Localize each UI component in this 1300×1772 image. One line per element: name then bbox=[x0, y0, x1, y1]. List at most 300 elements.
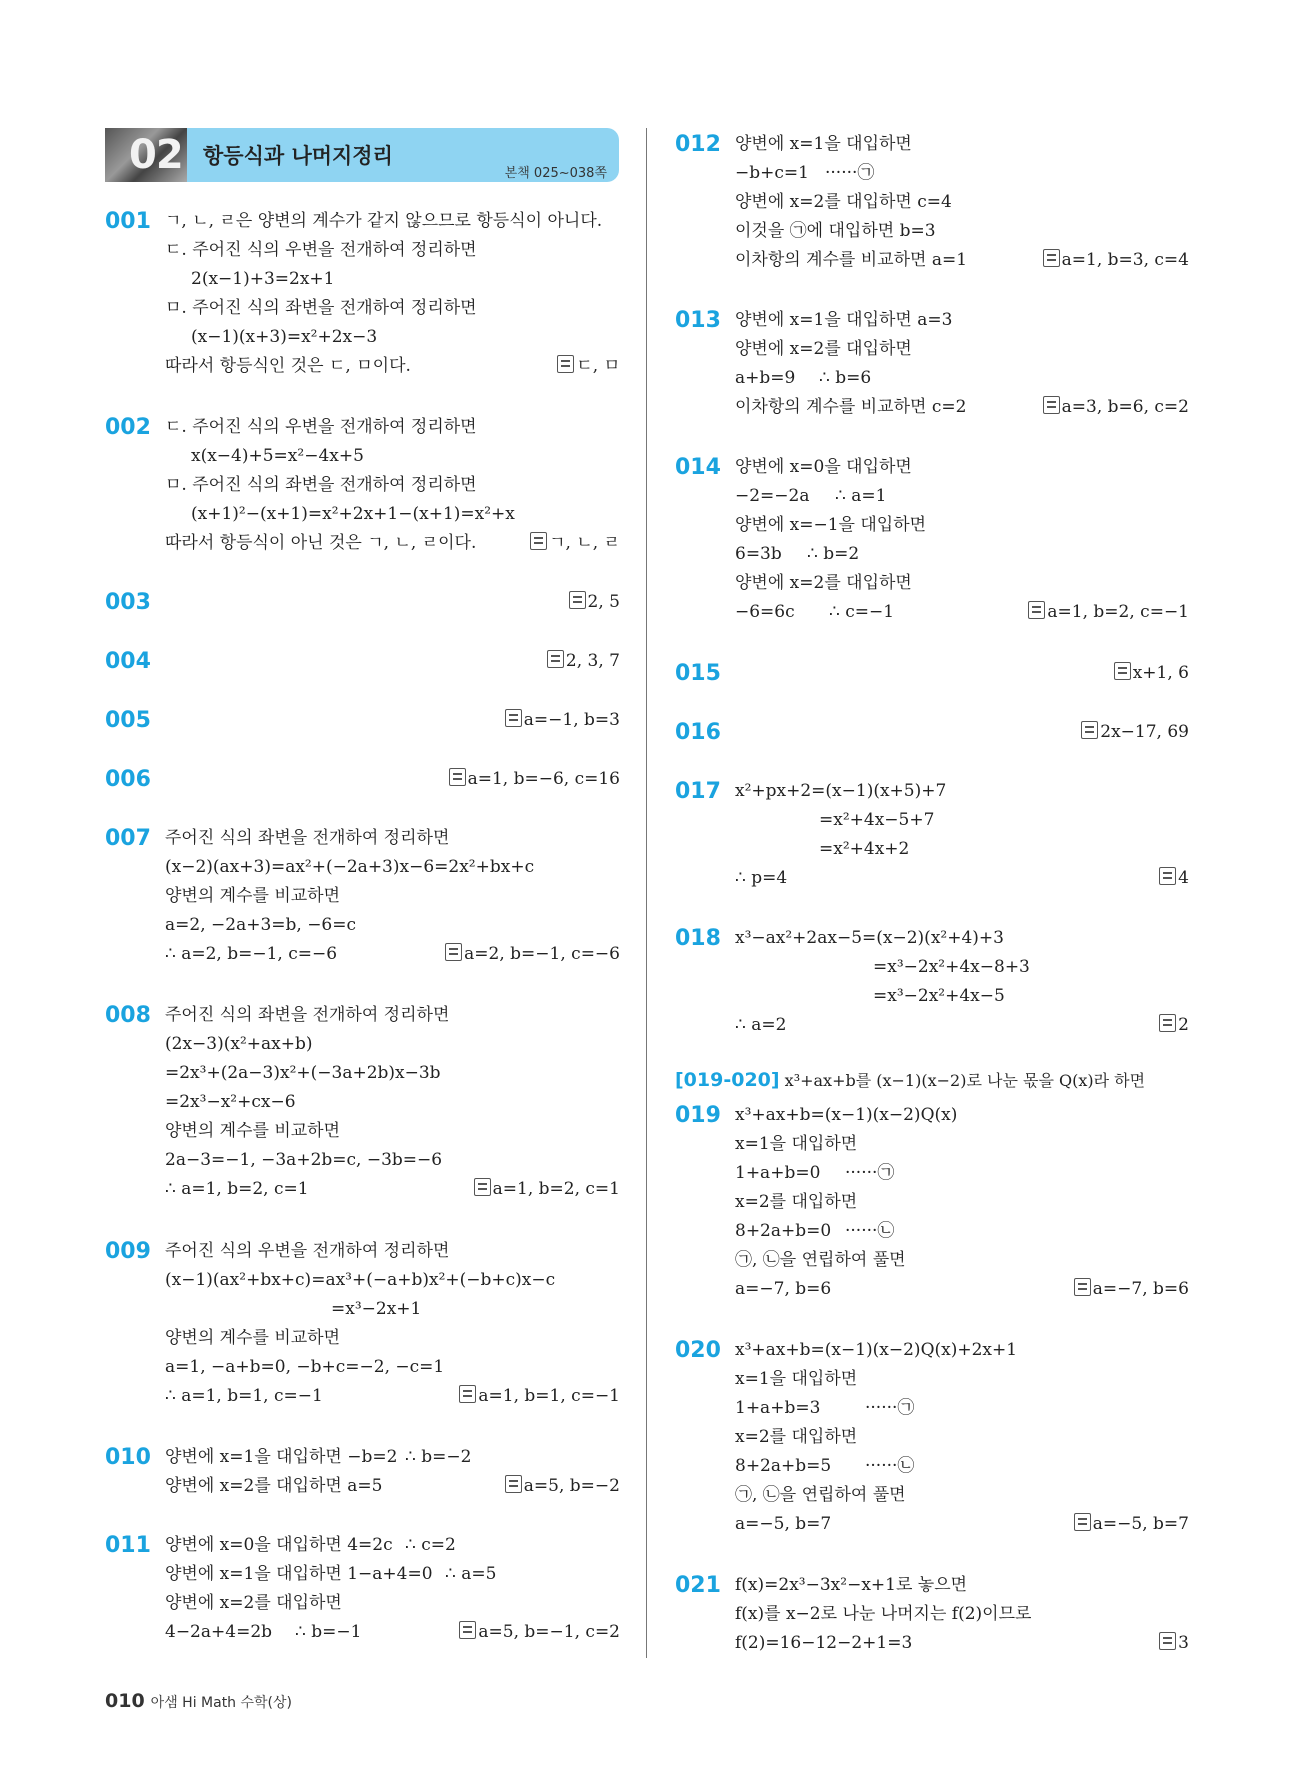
line-text: 양변에 x=2를 대입하면 bbox=[735, 573, 912, 593]
problem-body bbox=[165, 207, 620, 381]
solution-line bbox=[165, 471, 620, 500]
therefore-note: ······㉡ bbox=[845, 1221, 895, 1241]
problem-body bbox=[165, 765, 620, 794]
solution-line bbox=[735, 777, 1189, 806]
group-heading bbox=[675, 1068, 1189, 1097]
section-header bbox=[105, 128, 619, 182]
line-text: =x³−2x+1 bbox=[331, 1299, 422, 1319]
problem-body bbox=[735, 659, 1189, 688]
answer-text: a=1, b=2, c=1 bbox=[492, 1179, 620, 1199]
solution-line bbox=[165, 1175, 620, 1204]
line-text: 1+a+b=3 bbox=[735, 1398, 821, 1418]
solution-line bbox=[735, 924, 1189, 953]
solution-line bbox=[735, 1101, 1189, 1130]
line-text: =x²+4x+2 bbox=[819, 839, 910, 859]
answer bbox=[449, 765, 620, 794]
line-text: x³−ax²+2ax−5=(x−2)(x²+4)+3 bbox=[735, 928, 1004, 948]
answer-text: 2, 3, 7 bbox=[565, 651, 620, 671]
solution-line bbox=[735, 1365, 1189, 1394]
solution-line bbox=[735, 393, 1189, 422]
therefore-note: ······㉠ bbox=[825, 163, 875, 183]
solution-line bbox=[735, 1571, 1189, 1600]
problem bbox=[675, 453, 1189, 627]
solution-line bbox=[165, 265, 620, 294]
line-text: =2x³+(2a−3)x²+(−3a+2b)x−3b bbox=[165, 1063, 441, 1083]
line-text: 6=3b bbox=[735, 544, 782, 564]
solution-line bbox=[735, 659, 1189, 688]
problem bbox=[675, 1336, 1189, 1539]
solution-line bbox=[735, 718, 1189, 747]
line-text: 양변에 x=1을 대입하면 bbox=[735, 134, 912, 154]
line-text: 양변에 x=2를 대입하면 bbox=[165, 1593, 342, 1613]
solution-line bbox=[165, 1146, 620, 1175]
line-text: f(x)를 x−2로 나눈 나머지는 f(2)이므로 bbox=[735, 1604, 1032, 1624]
problem bbox=[105, 647, 620, 676]
line-text: 양변에 x=−1을 대입하면 bbox=[735, 515, 927, 535]
answer bbox=[505, 1472, 620, 1501]
line-text: ㄱ, ㄴ, ㄹ은 양변의 계수가 같지 않으므로 항등식이 아니다. bbox=[165, 211, 603, 231]
line-text: x=2를 대입하면 bbox=[735, 1192, 858, 1212]
line-text: ㉠, ㉡을 연립하여 풀면 bbox=[735, 1485, 906, 1505]
solution-line bbox=[735, 130, 1189, 159]
solution-line bbox=[735, 1629, 1189, 1658]
problem-number: 006 bbox=[105, 767, 151, 792]
answer-text: ㄱ, ㄴ, ㄹ bbox=[549, 533, 620, 553]
answer-text: ㄷ, ㅁ bbox=[576, 356, 620, 376]
line-text: a=−5, b=7 bbox=[735, 1514, 832, 1534]
line-text: x³+ax+b=(x−1)(x−2)Q(x) bbox=[735, 1105, 958, 1125]
solution-line bbox=[165, 1618, 620, 1647]
solution-line bbox=[735, 982, 1189, 1011]
line-text: ㅁ. 주어진 식의 좌변을 전개하여 정리하면 bbox=[165, 475, 477, 495]
solution-line bbox=[735, 569, 1189, 598]
solution-line bbox=[165, 1382, 620, 1411]
problem-body bbox=[735, 1336, 1189, 1539]
solution-line bbox=[735, 1159, 1189, 1188]
problem bbox=[105, 824, 620, 969]
answer-icon bbox=[1043, 249, 1060, 267]
line-text: a=1, −a+b=0, −b+c=−2, −c=1 bbox=[165, 1357, 445, 1377]
answer-text: a=5, b=−1, c=2 bbox=[478, 1622, 620, 1642]
line-text: =x³−2x²+4x−5 bbox=[873, 986, 1005, 1006]
line-text: (x−2)(ax+3)=ax²+(−2a+3)x−6=2x²+bx+c bbox=[165, 857, 535, 877]
answer-text: 3 bbox=[1178, 1633, 1189, 1653]
solution-line bbox=[735, 217, 1189, 246]
therefore-note: ∴ a=5 bbox=[445, 1564, 497, 1584]
answer-text: a=2, b=−1, c=−6 bbox=[464, 944, 620, 964]
answer-icon bbox=[547, 650, 564, 668]
answer bbox=[557, 352, 620, 381]
answer bbox=[1074, 1275, 1189, 1304]
solution-line bbox=[735, 1130, 1189, 1159]
answer-text: 2x−17, 69 bbox=[1100, 722, 1189, 742]
solution-line bbox=[165, 1560, 620, 1589]
line-text: x=2를 대입하면 bbox=[735, 1427, 858, 1447]
line-text: x³+ax+b=(x−1)(x−2)Q(x)+2x+1 bbox=[735, 1340, 1018, 1360]
problem bbox=[105, 588, 620, 617]
problem-body bbox=[165, 706, 620, 735]
line-text: 주어진 식의 우변을 전개하여 정리하면 bbox=[165, 1241, 450, 1261]
solution-line bbox=[165, 824, 620, 853]
problem-number: 004 bbox=[105, 649, 151, 674]
problem bbox=[675, 306, 1189, 422]
answer-icon bbox=[1159, 1014, 1176, 1032]
solution-line bbox=[735, 806, 1189, 835]
line-text: f(x)=2x³−3x²−x+1로 놓으면 bbox=[735, 1575, 968, 1595]
therefore-note: ∴ c=2 bbox=[405, 1535, 456, 1555]
problem bbox=[105, 765, 620, 794]
solution-line bbox=[165, 1117, 620, 1146]
problem bbox=[105, 1001, 620, 1204]
line-text: 양변의 계수를 비교하면 bbox=[165, 1328, 341, 1348]
line-text: 양변의 계수를 비교하면 bbox=[165, 886, 341, 906]
line-text: 1+a+b=0 bbox=[735, 1163, 821, 1183]
line-text: a+b=9 bbox=[735, 368, 796, 388]
problem bbox=[675, 718, 1189, 747]
solution-line bbox=[165, 323, 620, 352]
line-text: 2(x−1)+3=2x+1 bbox=[191, 269, 335, 289]
therefore-note: ······㉡ bbox=[865, 1456, 915, 1476]
solution-line bbox=[165, 1531, 620, 1560]
answer-icon bbox=[505, 1475, 522, 1493]
solution-line bbox=[735, 835, 1189, 864]
answer-icon bbox=[445, 943, 462, 961]
line-text: 양변의 계수를 비교하면 bbox=[165, 1121, 341, 1141]
line-text: 양변에 x=0을 대입하면 bbox=[735, 457, 912, 477]
solution-line bbox=[735, 188, 1189, 217]
therefore-note: ∴ c=−1 bbox=[829, 602, 895, 622]
problem-number: 012 bbox=[675, 132, 721, 157]
problem bbox=[675, 1571, 1189, 1658]
answer-icon bbox=[1081, 721, 1098, 739]
solution-line bbox=[165, 911, 620, 940]
answer-icon bbox=[1159, 867, 1176, 885]
answer-icon bbox=[505, 709, 522, 727]
solution-line bbox=[735, 1452, 1189, 1481]
solution-line bbox=[735, 1188, 1189, 1217]
solution-line bbox=[735, 364, 1189, 393]
solution-line bbox=[735, 1394, 1189, 1423]
problem bbox=[105, 1237, 620, 1411]
line-text: ∴ a=1, b=1, c=−1 bbox=[165, 1386, 323, 1406]
answer bbox=[459, 1382, 620, 1411]
solution-line bbox=[165, 940, 620, 969]
problem-number: 013 bbox=[675, 308, 721, 333]
solution-line bbox=[165, 1324, 620, 1353]
problem-body bbox=[735, 924, 1189, 1040]
problem bbox=[105, 706, 620, 735]
answer-text: a=1, b=2, c=−1 bbox=[1047, 602, 1189, 622]
answer bbox=[1159, 1011, 1189, 1040]
page-footer bbox=[105, 1690, 292, 1712]
page-reference: 본책 025~038쪽 bbox=[504, 166, 607, 181]
solution-line bbox=[735, 1336, 1189, 1365]
line-text: x(x−4)+5=x²−4x+5 bbox=[191, 446, 364, 466]
solution-line bbox=[165, 1059, 620, 1088]
problem bbox=[675, 130, 1189, 275]
answer bbox=[474, 1175, 620, 1204]
answer bbox=[569, 588, 620, 617]
answer bbox=[1114, 659, 1189, 688]
line-text: =x³−2x²+4x−8+3 bbox=[873, 957, 1030, 977]
solution-line bbox=[165, 294, 620, 323]
line-text: 2a−3=−1, −3a+2b=c, −3b=−6 bbox=[165, 1150, 443, 1170]
problem bbox=[105, 207, 620, 381]
problem bbox=[105, 1443, 620, 1501]
therefore-note: ······㉠ bbox=[845, 1163, 895, 1183]
therefore-note: ∴ b=−1 bbox=[295, 1622, 362, 1642]
answer-text: a=−7, b=6 bbox=[1092, 1279, 1189, 1299]
problem-body bbox=[735, 777, 1189, 893]
answer-icon bbox=[1159, 1632, 1176, 1650]
line-text: f(2)=16−12−2+1=3 bbox=[735, 1633, 913, 1653]
solution-line bbox=[735, 1011, 1189, 1040]
line-text: a=2, −2a+3=b, −6=c bbox=[165, 915, 357, 935]
section-title: 항등식과 나머지정리 bbox=[203, 144, 393, 168]
line-text: (x+1)²−(x+1)=x²+2x+1−(x+1)=x²+x bbox=[191, 504, 515, 524]
problem-number: 019 bbox=[675, 1103, 721, 1128]
line-text: 4−2a+4=2b bbox=[165, 1622, 273, 1642]
line-text: 양변에 x=2를 대입하면 bbox=[735, 339, 912, 359]
problem-number: 018 bbox=[675, 926, 721, 951]
solution-line bbox=[735, 482, 1189, 511]
solution-line bbox=[165, 236, 620, 265]
answer bbox=[1074, 1510, 1189, 1539]
problem-number: 003 bbox=[105, 590, 151, 615]
answer-text: 2, 5 bbox=[587, 592, 620, 612]
answer-text: a=5, b=−2 bbox=[523, 1476, 620, 1496]
section-number: 02 bbox=[129, 132, 183, 178]
problem-body bbox=[735, 453, 1189, 627]
problem-number: 001 bbox=[105, 209, 151, 234]
answer bbox=[1028, 598, 1189, 627]
problem bbox=[105, 1531, 620, 1647]
line-text: −6=6c bbox=[735, 602, 795, 622]
problem-number: 016 bbox=[675, 720, 721, 745]
line-text: −2=−2a bbox=[735, 486, 810, 506]
solution-line bbox=[165, 1443, 620, 1472]
solution-line bbox=[735, 453, 1189, 482]
solution-line bbox=[165, 1472, 620, 1501]
problem-body bbox=[165, 413, 620, 558]
line-text: 이것을 ㉠에 대입하면 b=3 bbox=[735, 221, 936, 241]
problem-body bbox=[735, 306, 1189, 422]
solution-line bbox=[165, 882, 620, 911]
line-text: ㄷ. 주어진 식의 우변을 전개하여 정리하면 bbox=[165, 417, 477, 437]
solution-line bbox=[165, 1237, 620, 1266]
solution-line bbox=[165, 1295, 620, 1324]
solution-line bbox=[735, 1423, 1189, 1452]
line-text: −b+c=1 bbox=[735, 163, 809, 183]
answer bbox=[1043, 393, 1189, 422]
answer-icon bbox=[449, 768, 466, 786]
problem bbox=[675, 1068, 1189, 1097]
solution-line bbox=[165, 1266, 620, 1295]
solution-line bbox=[165, 529, 620, 558]
problem-body bbox=[165, 1443, 620, 1501]
problem-number: 007 bbox=[105, 826, 151, 851]
line-text: a=−7, b=6 bbox=[735, 1279, 832, 1299]
answer-text: a=1, b=−6, c=16 bbox=[467, 769, 620, 789]
answer-icon bbox=[459, 1385, 476, 1403]
line-text: ∴ p=4 bbox=[735, 868, 788, 888]
therefore-note: ∴ a=1 bbox=[835, 486, 887, 506]
answer-icon bbox=[569, 591, 586, 609]
answer bbox=[530, 529, 620, 558]
line-text: (x−1)(x+3)=x²+2x−3 bbox=[191, 327, 378, 347]
problem-number: 009 bbox=[105, 1239, 151, 1264]
problem-body bbox=[165, 588, 620, 617]
problem-number: 010 bbox=[105, 1445, 151, 1470]
solution-line bbox=[165, 588, 620, 617]
solution-line bbox=[165, 413, 620, 442]
line-text: 8+2a+b=5 bbox=[735, 1456, 832, 1476]
solution-line bbox=[165, 207, 620, 236]
line-text: x=1을 대입하면 bbox=[735, 1134, 858, 1154]
answer-text: a=1, b=1, c=−1 bbox=[478, 1386, 620, 1406]
line-text: =2x³−x²+cx−6 bbox=[165, 1092, 296, 1112]
solution-line bbox=[735, 335, 1189, 364]
answer bbox=[445, 940, 620, 969]
solution-line bbox=[735, 1275, 1189, 1304]
answer bbox=[547, 647, 620, 676]
answer bbox=[459, 1618, 620, 1647]
line-text: 따라서 항등식인 것은 ㄷ, ㅁ이다. bbox=[165, 356, 411, 376]
solution-line bbox=[735, 1217, 1189, 1246]
solution-line bbox=[165, 1030, 620, 1059]
line-text: 양변에 x=2를 대입하면 c=4 bbox=[735, 192, 952, 212]
solution-line bbox=[165, 352, 620, 381]
solution-line bbox=[165, 853, 620, 882]
line-text: 주어진 식의 좌변을 전개하여 정리하면 bbox=[165, 1005, 450, 1025]
answer-icon bbox=[557, 355, 574, 373]
line-text: ㉠, ㉡을 연립하여 풀면 bbox=[735, 1250, 906, 1270]
answer bbox=[1081, 718, 1189, 747]
line-text: =x²+4x−5+7 bbox=[819, 810, 935, 830]
solution-line bbox=[735, 159, 1189, 188]
line-text: 양변에 x=1을 대입하면 −b=2 bbox=[165, 1447, 398, 1467]
solution-line bbox=[735, 1246, 1189, 1275]
answer-text: a=1, b=3, c=4 bbox=[1061, 250, 1189, 270]
problem bbox=[675, 1101, 1189, 1304]
line-text: 이차항의 계수를 비교하면 a=1 bbox=[735, 250, 968, 270]
problem-body bbox=[165, 1531, 620, 1647]
solution-line bbox=[735, 1510, 1189, 1539]
problem-body bbox=[735, 1571, 1189, 1658]
therefore-note: ∴ b=6 bbox=[819, 368, 872, 388]
answer-text: a=−1, b=3 bbox=[523, 710, 620, 730]
solution-line bbox=[735, 864, 1189, 893]
therefore-note: ∴ b=2 bbox=[807, 544, 860, 564]
line-text: x²+px+2=(x−1)(x+5)+7 bbox=[735, 781, 947, 801]
line-text: 양변에 x=1을 대입하면 a=3 bbox=[735, 310, 953, 330]
answer-text: 4 bbox=[1178, 868, 1189, 888]
line-text: ∴ a=2, b=−1, c=−6 bbox=[165, 944, 338, 964]
problem-number: 002 bbox=[105, 415, 151, 440]
solution-line bbox=[735, 1481, 1189, 1510]
line-text: (x−1)(ax²+bx+c)=ax³+(−a+b)x²+(−b+c)x−c bbox=[165, 1270, 556, 1290]
group-label: [019-020] bbox=[675, 1069, 780, 1091]
answer bbox=[1159, 1629, 1189, 1658]
problem-number: 014 bbox=[675, 455, 721, 480]
solution-line bbox=[165, 1589, 620, 1618]
group-text: x³+ax+b를 (x−1)(x−2)로 나눈 몫을 Q(x)라 하면 bbox=[779, 1071, 1146, 1090]
answer bbox=[1159, 864, 1189, 893]
problem-number: 021 bbox=[675, 1573, 721, 1598]
problem bbox=[675, 777, 1189, 893]
therefore-note: ∴ b=−2 bbox=[405, 1447, 472, 1467]
line-text: ∴ a=2 bbox=[735, 1015, 787, 1035]
solution-line bbox=[165, 765, 620, 794]
problem bbox=[675, 924, 1189, 1040]
line-text: (2x−3)(x²+ax+b) bbox=[165, 1034, 313, 1054]
solution-line bbox=[165, 500, 620, 529]
answer-icon bbox=[1028, 601, 1045, 619]
answer-text: x+1, 6 bbox=[1132, 663, 1189, 683]
problem bbox=[105, 413, 620, 558]
problem-number: 015 bbox=[675, 661, 721, 686]
problem-body bbox=[735, 130, 1189, 275]
solution-line bbox=[165, 647, 620, 676]
solution-line bbox=[735, 246, 1189, 275]
solution-line bbox=[165, 442, 620, 471]
problem-number: 011 bbox=[105, 1533, 151, 1558]
answer bbox=[505, 706, 620, 735]
answer bbox=[1043, 246, 1189, 275]
problem-body bbox=[165, 647, 620, 676]
answer-icon bbox=[530, 532, 547, 550]
answer-text: a=3, b=6, c=2 bbox=[1061, 397, 1189, 417]
line-text: 이차항의 계수를 비교하면 c=2 bbox=[735, 397, 967, 417]
problem-number: 017 bbox=[675, 779, 721, 804]
line-text: 양변에 x=0을 대입하면 4=2c bbox=[165, 1535, 393, 1555]
line-text: 주어진 식의 좌변을 전개하여 정리하면 bbox=[165, 828, 450, 848]
solution-line bbox=[735, 1600, 1189, 1629]
therefore-note: ······㉠ bbox=[865, 1398, 915, 1418]
problem-body bbox=[165, 1237, 620, 1411]
problem-number: 008 bbox=[105, 1003, 151, 1028]
problem-body bbox=[735, 718, 1189, 747]
answer-icon bbox=[1043, 396, 1060, 414]
line-text: 8+2a+b=0 bbox=[735, 1221, 832, 1241]
solution-line bbox=[735, 511, 1189, 540]
solution-line bbox=[735, 306, 1189, 335]
solution-line bbox=[735, 598, 1189, 627]
problem-number: 020 bbox=[675, 1338, 721, 1363]
line-text: 양변에 x=1을 대입하면 1−a+4=0 bbox=[165, 1564, 433, 1584]
answer-icon bbox=[459, 1621, 476, 1639]
answer-icon bbox=[474, 1178, 491, 1196]
line-text: ㄷ. 주어진 식의 우변을 전개하여 정리하면 bbox=[165, 240, 477, 260]
line-text: 양변에 x=2를 대입하면 a=5 bbox=[165, 1476, 383, 1496]
solution-line bbox=[165, 1353, 620, 1382]
answer-text: a=−5, b=7 bbox=[1092, 1514, 1189, 1534]
page-number: 010 bbox=[105, 1690, 145, 1712]
answer-icon bbox=[1074, 1278, 1091, 1296]
line-text: 따라서 항등식이 아닌 것은 ㄱ, ㄴ, ㄹ이다. bbox=[165, 533, 477, 553]
problem-body bbox=[735, 1101, 1189, 1304]
line-text: x=1을 대입하면 bbox=[735, 1369, 858, 1389]
problem-body bbox=[165, 824, 620, 969]
solution-line bbox=[735, 953, 1189, 982]
line-text: ∴ a=1, b=2, c=1 bbox=[165, 1179, 309, 1199]
solution-line bbox=[165, 1001, 620, 1030]
problem-number: 005 bbox=[105, 708, 151, 733]
answer-text: 2 bbox=[1178, 1015, 1189, 1035]
answer-icon bbox=[1114, 662, 1131, 680]
problem bbox=[675, 659, 1189, 688]
problem-body bbox=[165, 1001, 620, 1204]
